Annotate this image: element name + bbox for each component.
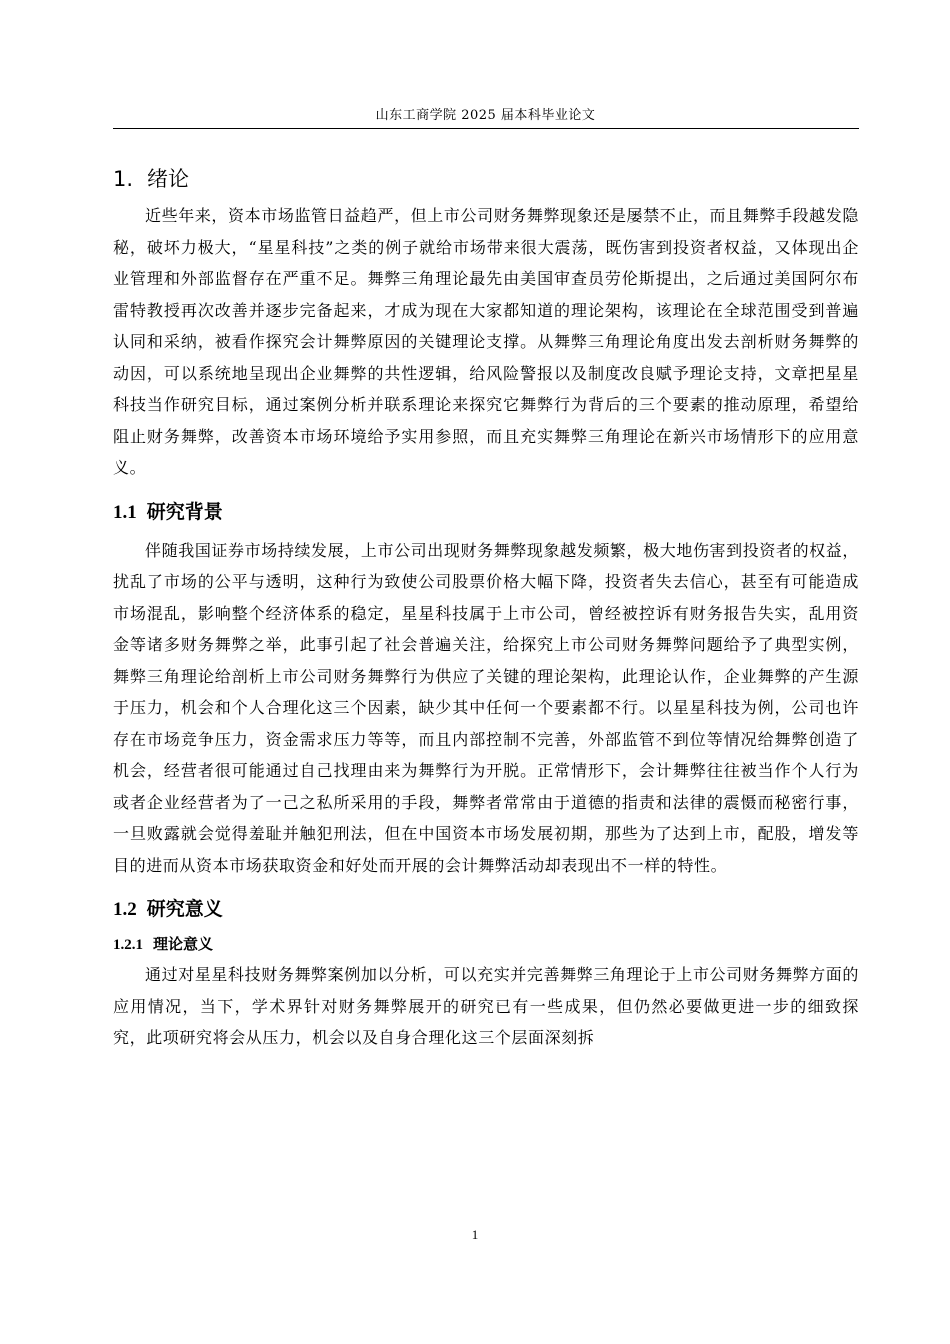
section-number: 1.2 [113, 899, 137, 920]
subsection-title: 理论意义 [153, 935, 214, 953]
chapter-heading [113, 164, 859, 194]
section-heading-1-1 [113, 498, 859, 527]
subsection-number: 1.2.1 [113, 937, 143, 953]
section-title: 研究背景 [146, 500, 223, 523]
header-divider [113, 128, 859, 129]
document-body [113, 164, 859, 1054]
chapter-number: 1. [113, 167, 134, 191]
research-background-paragraph: 伴随我国证券市场持续发展，上市公司出现财务舞弊现象越发频繁，极大地伤害到投资者的权益，扰乱了市场的公平与透明，这种行为致使公司股票价格大幅下降，投资者失去信心，甚至有可能造成市场混乱，影响整个经济体系的稳定，星星科技属于上市公司，曾经被控诉有财务报告失实，乱用资金等诸多财务舞弊之举，此事引起了社会普遍关注，给探究上市公司财务舞弊问题给予了典型实例，舞弊三角理论给剖析上市公司财务舞弊行为供应了关键的理论架构，此理论认作，企业舞弊的产生源于压力，机会和个人合理化这三个因素，缺少其中任何一个要素都不行。以星星科技为例，公司也许存在市场竞争压力，资金需求压力等等，而且内部控制不完善，外部监管不到位等情况给舞弊创造了机会，经营者很可能通过自己找理由来为舞弊行为开脱。正常情形下，会计舞弊往往被当作个人行为或者企业经营者为了一己之私所采用的手段，舞弊者常常由于道德的指责和法律的震慑而秘密行事，一旦败露就会觉得羞耻并触犯刑法，但在中国资本市场发展初期，那些为了达到上市，配股，增发等目的进而从资本市场获取资金和好处而开展的会计舞弊活动却表现出不一样的特性。 [113, 540, 859, 875]
section-heading-1-2 [113, 895, 859, 924]
section-title: 研究意义 [146, 898, 223, 920]
running-header: 山东工商学院 2025 届本科毕业论文 [375, 108, 596, 123]
theoretical-significance-paragraph: 通过对星星科技财务舞弊案例加以分析，可以充实并完善舞弊三角理论于上市公司财务舞弊方面的应用情况，当下，学术界针对财务舞弊展开的研究已有一些成果，但仍然必要做更进一步的细致探究，此项研究将会从压力，机会以及自身合理化这三个层面深刻拆 [113, 965, 859, 1047]
chapter-title: 绪论 [147, 167, 190, 191]
chapter-intro-paragraph: 近些年来，资本市场监管日益趋严，但上市公司财务舞弊现象还是屡禁不止，而且舞弊手段越发隐秘，破坏力极大，“星星科技”之类的例子就给市场带来很大震荡，既伤害到投资者权益，又体现出企业管理和外部监督存在严重不足。舞弊三角理论最先由美国审查员劳伦斯提出，之后通过美国阿尔布雷特教授再次改善并逐步完备起来，才成为现在大家都知道的理论架构，该理论在全球范围受到普遍认同和采纳，被看作探究会计舞弊原因的关键理论支撑。从舞弊三角理论角度出发去剖析财务舞弊的动因，可以系统地呈现出企业舞弊的共性逻辑，给风险警报以及制度改良赋予理论支持，文章把星星科技当作研究目标，通过案例分析并联系理论来探究它舞弊行为背后的三个要素的推动原理，希望给阻止财务舞弊，改善资本市场环境给予实用参照，而且充实舞弊三角理论在新兴市场情形下的应用意义。 [113, 206, 859, 477]
section-number: 1.1 [113, 501, 137, 523]
subsection-heading-1-2-1 [113, 932, 859, 957]
page-number: 1 [471, 1227, 479, 1242]
